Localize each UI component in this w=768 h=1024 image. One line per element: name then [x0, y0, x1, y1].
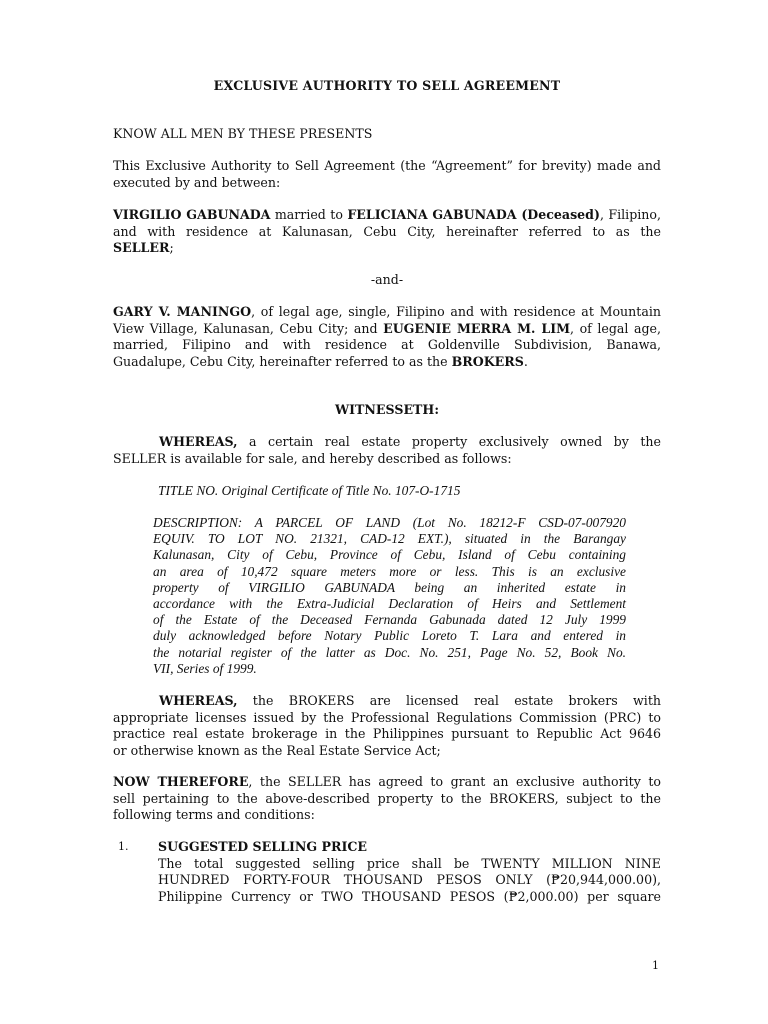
seller-spouse: FELICIANA GABUNADA (Deceased) — [347, 207, 600, 222]
now-therefore-paragraph — [113, 774, 661, 824]
and-separator: -and- — [370, 272, 404, 287]
seller-paragraph — [113, 207, 661, 257]
term-1-number: 1. — [118, 840, 129, 853]
brokers-paragraph — [113, 304, 661, 370]
seller-name: VIRGILIO GABUNADA — [113, 207, 271, 222]
brokers-text: . — [523, 353, 528, 369]
page-number: 1 — [652, 959, 659, 972]
description-line: Kalunasan, City of Cebu, Province of Cebu, Island of Cebu containing — [153, 547, 626, 563]
brokers-text: , of legal age, — [570, 320, 661, 336]
whereas2-paragraph — [113, 693, 661, 759]
term-1-line: Philippine Currency or TWO THOUSAND PESOS (₱2,000.00) per square — [158, 888, 661, 904]
title-no: TITLE NO. Original Certificate of Title No. 107-O-1715 — [158, 483, 461, 498]
seller-role: SELLER — [113, 240, 170, 255]
whereas1-text: SELLER is available for sale, and hereby described as follows: — [113, 450, 512, 466]
now-therefore-text: following terms and conditions: — [113, 807, 315, 822]
whereas2-text: or otherwise known as the Real Estate Service Act; — [113, 742, 441, 758]
intro-paragraph: This Exclusive Authority to Sell Agreement (the “Agreement” for brevity) made and executed by and between: — [113, 158, 661, 190]
description-line: DESCRIPTION: A PARCEL OF LAND (Lot No. 18212-F CSD-07-007920 — [153, 515, 626, 530]
now-therefore-lead: NOW THEREFORE — [113, 774, 249, 789]
description-line: duly acknowledged before Notary Public Loreto T. Lara and entered in — [153, 628, 626, 644]
term-1-heading: SUGGESTED SELLING PRICE — [158, 839, 367, 854]
brokers-text: , of legal age, single, Filipino and with residence at Mountain — [251, 304, 661, 319]
description-line: the notarial register of the latter as Doc. No. 251, Page No. 52, Book No. — [153, 644, 626, 660]
broker1-name: GARY V. MANINGO — [113, 304, 252, 319]
now-therefore-text: sell pertaining to the above-described property to the BROKERS, subject to the — [113, 790, 661, 806]
whereas2-lead: WHEREAS, — [159, 693, 238, 708]
brokers-text: married, Filipino and with residence at Goldenville Subdivision, Banawa, — [113, 337, 661, 352]
seller-text: ; — [169, 240, 174, 255]
seller-text: , Filipino, — [599, 207, 661, 222]
description-line: property of VIRGILIO GABUNADA being an inherited estate in — [153, 579, 626, 595]
term-1-line: HUNDRED FORTY-FOUR THOUSAND PESOS ONLY (₱20,944,000.00), — [158, 872, 661, 887]
whereas2-text: the BROKERS are licensed real estate brokers with — [237, 693, 661, 708]
term-1-line: The total suggested selling price shall be TWENTY MILLION NINE — [158, 855, 661, 871]
document-title: EXCLUSIVE AUTHORITY TO SELL AGREEMENT — [213, 78, 561, 93]
whereas1-paragraph — [113, 434, 661, 467]
brokers-text: View Village, Kalunasan, Cebu City; and — [113, 320, 384, 336]
description-line: EQUIV. TO LOT NO. 21321, CAD-12 EXT.), situated in the Barangay — [153, 531, 626, 547]
witnesseth-heading: WITNESSETH: — [335, 402, 439, 417]
opening-line: KNOW ALL MEN BY THESE PRESENTS — [113, 126, 373, 141]
description-line: an area of 10,472 square meters more or less. This is an exclusive — [153, 563, 626, 579]
description-line: accordance with the Extra-Judicial Declaration of Heirs and Settlement — [153, 596, 626, 612]
seller-text: married to — [270, 207, 348, 222]
property-description — [153, 515, 626, 677]
whereas1-text: a certain real estate property exclusively owned by the — [237, 434, 661, 449]
description-line: VII, Series of 1999. — [153, 660, 257, 676]
whereas2-text: practice real estate brokerage in the Philippines pursuant to Republic Act 9646 — [113, 726, 661, 741]
now-therefore-text: , the SELLER has agreed to grant an exclusive authority to — [248, 774, 661, 789]
brokers-text: Guadalupe, Cebu City, hereinafter referred to as the — [113, 353, 452, 369]
brokers-role: BROKERS — [451, 353, 524, 369]
seller-text: and with residence at Kalunasan, Cebu City, hereinafter referred to as the — [113, 223, 661, 239]
whereas1-lead: WHEREAS, — [159, 434, 238, 449]
broker2-name: EUGENIE MERRA M. LIM — [383, 320, 571, 336]
whereas2-text: appropriate licenses issued by the Professional Regulations Commission (PRC) to — [113, 709, 661, 725]
description-line: of the Estate of the Deceased Fernanda Gabunada dated 12 July 1999 — [153, 612, 626, 628]
